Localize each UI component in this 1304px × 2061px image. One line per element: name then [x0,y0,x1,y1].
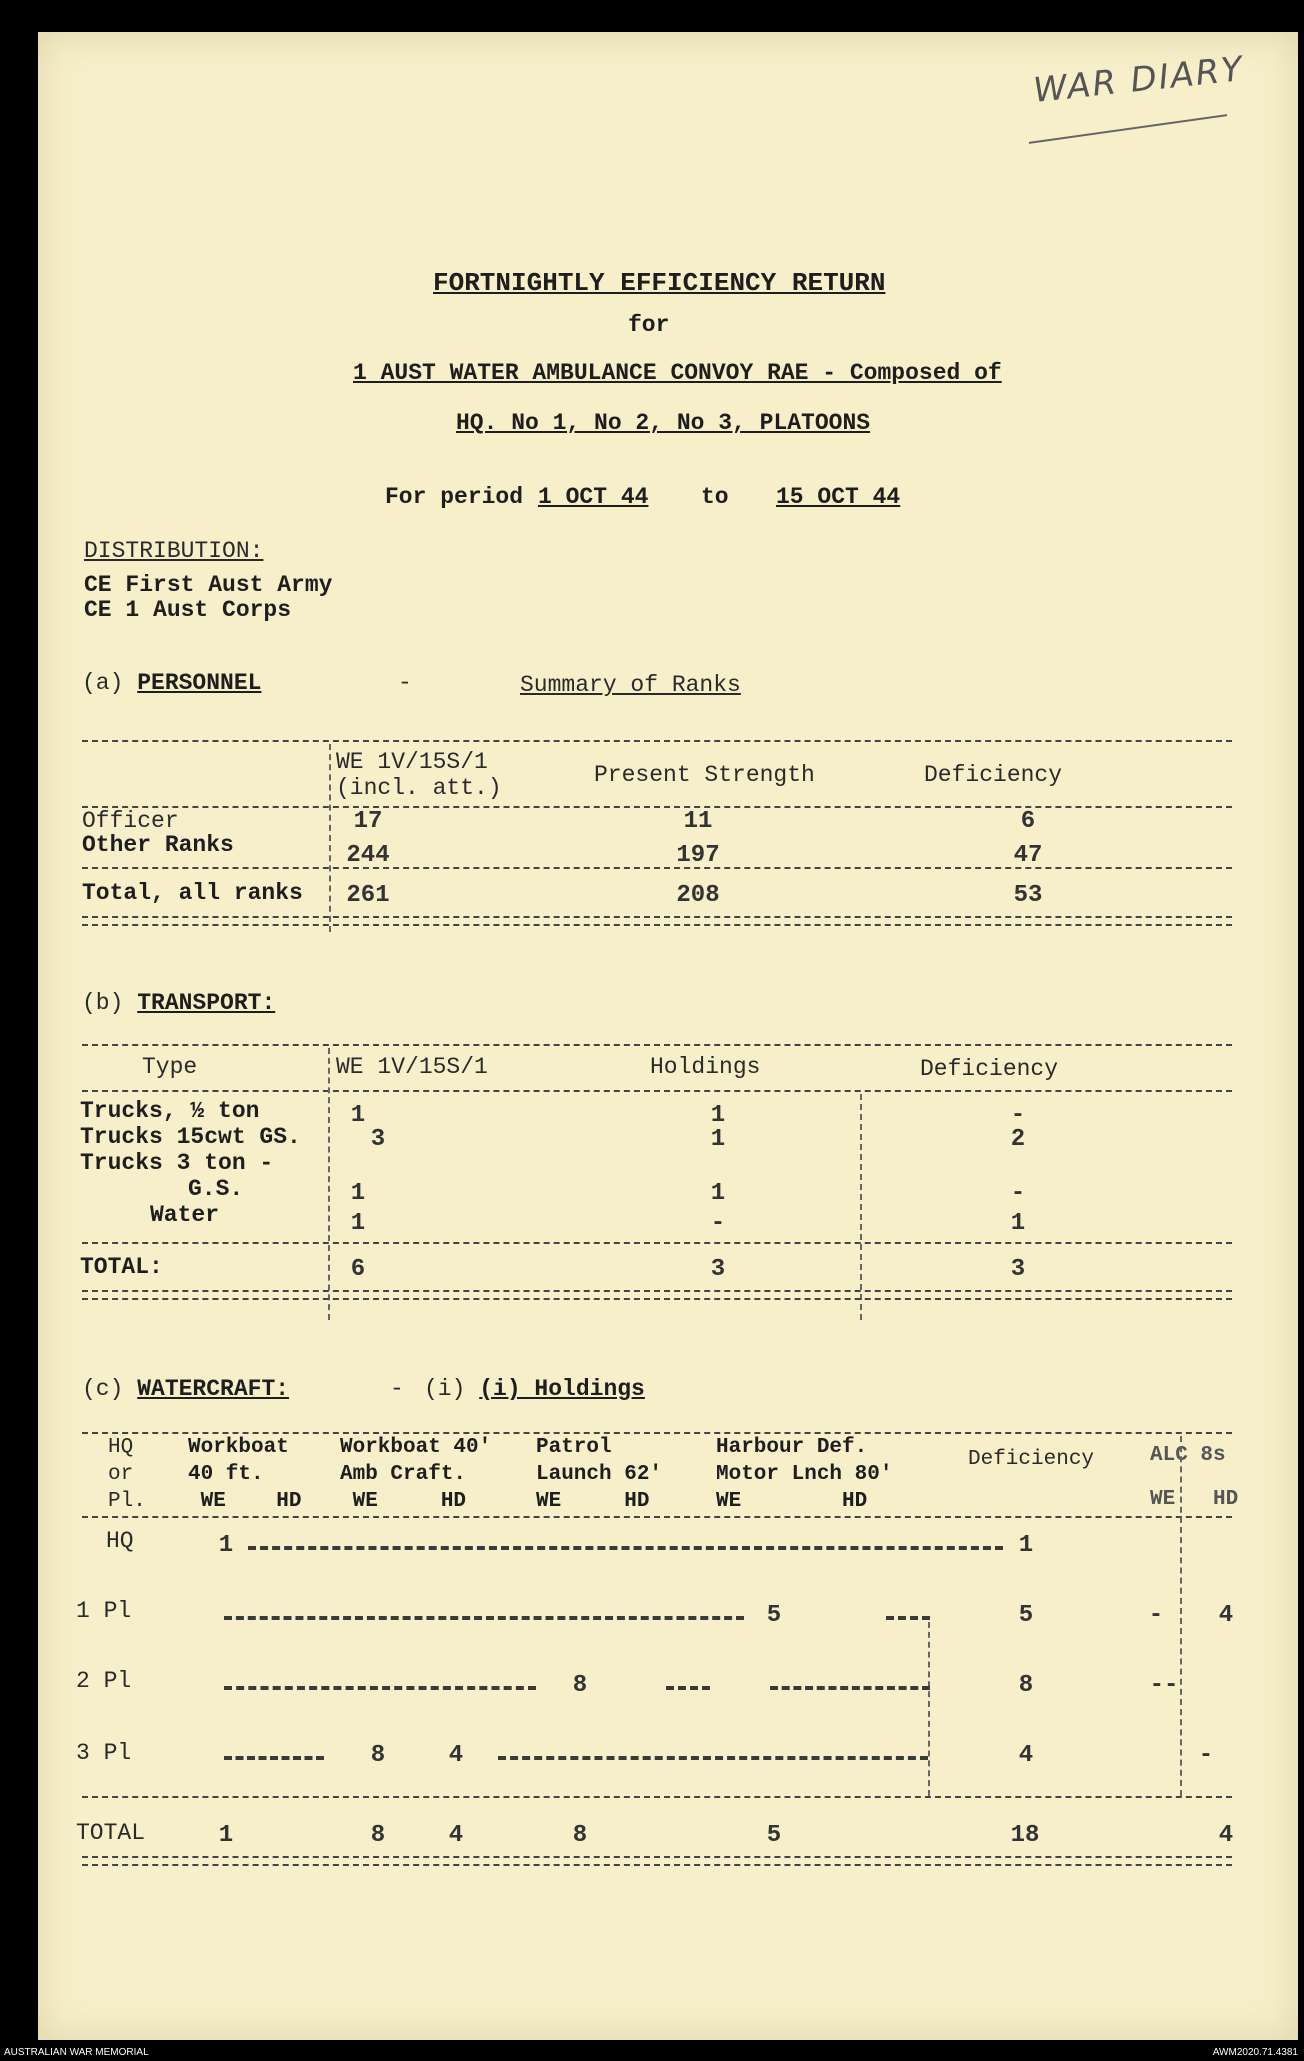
personnel-header-deficiency: Deficiency [924,762,1063,788]
personnel-header-present: Present Strength [594,762,815,788]
filler-dashes [770,1686,930,1690]
transport-label: TRANSPORT: [137,990,276,1016]
personnel-value: 6 [1020,808,1036,835]
watercraft-dash: - [390,1376,404,1402]
transport-total-value: 3 [710,1256,726,1283]
transport-total-value: 3 [1010,1256,1026,1283]
filler-dashes [224,1686,536,1690]
personnel-section-heading: (a) PERSONNEL [82,670,262,696]
transport-value: 1 [350,1180,366,1207]
transport-value: 1 [710,1126,726,1153]
transport-row-label: Water [150,1202,220,1228]
double-rule [82,916,1232,926]
personnel-value: 17 [353,808,383,835]
watercraft-value: 1 [218,1532,234,1559]
handwritten-war-diary: WAR DIARY [1031,49,1246,111]
transport-value: - [1010,1180,1026,1207]
rule [82,1516,1232,1518]
filler-dashes [666,1686,710,1690]
watercraft-label: WATERCRAFT: [137,1376,290,1402]
watercraft-section-heading: (c) WATERCRAFT: [82,1376,290,1402]
transport-total-label: TOTAL: [80,1254,163,1280]
transport-header-we: WE 1V/15S/1 [336,1054,488,1080]
filler-dashes [224,1616,744,1620]
distribution-line: CE 1 Aust Corps [84,597,292,623]
rule [82,806,1232,808]
column-rule [860,1094,862,1320]
column-rule [1180,1436,1182,1796]
rule [82,1044,1232,1046]
watercraft-total-value: 18 [1010,1822,1040,1849]
transport-header-type: Type [142,1054,198,1080]
personnel-value: 197 [676,842,720,869]
distribution-line: CE First Aust Army [84,572,333,598]
personnel-value: 47 [1013,842,1043,869]
document-title: FORTNIGHTLY EFFICIENCY RETURN [433,268,886,298]
watercraft-row-label: 2 Pl [76,1668,132,1694]
distribution-label: DISTRIBUTION: [84,538,264,564]
filler-dashes [498,1756,928,1760]
transport-row-label: Trucks 15cwt GS. [80,1124,301,1150]
transport-value: 1 [350,1102,366,1129]
personnel-value: 208 [676,882,720,909]
watercraft-value: 1 [1018,1532,1034,1559]
transport-value: 1 [710,1180,726,1207]
period-label: For period [385,484,524,510]
filler-dashes [248,1546,1003,1550]
holdings-label: (i) Holdings [479,1376,645,1402]
column-rule [329,744,331,932]
watercraft-total-value: 8 [572,1822,588,1849]
watercraft-subsection: (i) (i) Holdings [424,1376,645,1402]
rule [82,1242,1232,1244]
watercraft-row-label: 3 Pl [76,1740,132,1766]
footer [0,2046,1304,2061]
watercraft-value: 8 [572,1672,588,1699]
transport-value: 1 [1010,1210,1026,1237]
transport-row-label: G.S. [188,1176,244,1202]
personnel-value: 53 [1013,882,1043,909]
header-for: for [628,312,670,338]
watercraft-value: - [1148,1602,1164,1629]
transport-value: 1 [710,1102,726,1129]
watercraft-total-value: 1 [218,1822,234,1849]
personnel-dash: - [398,670,412,696]
watercraft-total-value: 4 [1218,1822,1234,1849]
filler-dashes [886,1616,930,1620]
rule [82,1090,1232,1092]
handwritten-underline [1029,114,1227,144]
document-page [38,32,1298,2040]
footer-right: AWM2020.71.4381 [1212,2047,1298,2058]
watercraft-header-patrol: Patrol Launch 62' WE HD [536,1436,663,1513]
watercraft-header-harbour: Harbour Def. Motor Lnch 80' WE HD [716,1436,893,1513]
transport-value: - [710,1210,726,1237]
transport-row-label: Trucks 3 ton - [80,1150,274,1176]
watercraft-header-amb-craft: Workboat 40' Amb Craft. WE HD [340,1436,492,1513]
watercraft-value: 8 [1018,1672,1034,1699]
watercraft-total-value: 5 [766,1822,782,1849]
watercraft-header-deficiency: Deficiency [968,1448,1095,1471]
personnel-header-we: WE 1V/15S/1 (incl. att.) [336,749,502,801]
personnel-value: 244 [346,842,390,869]
watercraft-value: 4 [1218,1602,1234,1629]
filler-dashes [224,1756,324,1760]
period-to: 15 OCT 44 [776,484,901,510]
personnel-value: 11 [683,808,713,835]
transport-row-label: Trucks, ½ ton [80,1098,260,1124]
personnel-subtitle: Summary of Ranks [520,672,741,698]
watercraft-value: 5 [1018,1602,1034,1629]
transport-value: 2 [1010,1126,1026,1153]
column-rule [328,1048,330,1320]
period-from: 1 OCT 44 [538,484,649,510]
transport-header-holdings: Holdings [650,1054,761,1080]
watercraft-row-label: HQ [106,1528,134,1554]
transport-section-heading: (b) TRANSPORT: [82,990,276,1016]
transport-value: 3 [370,1126,386,1153]
watercraft-header-alc: ALC 8s WE HD [1150,1444,1239,1511]
watercraft-value: -- [1149,1672,1179,1699]
transport-total-value: 6 [350,1256,366,1283]
rule [82,867,1232,869]
transport-value: - [1010,1102,1026,1129]
platoons-line: HQ. No 1, No 2, No 3, PLATOONS [456,410,871,436]
watercraft-header-workboat: Workboat 40 ft. WE HD [188,1436,302,1513]
rule [82,740,1232,742]
watercraft-value: - [1198,1742,1214,1769]
watercraft-total-label: TOTAL [76,1820,146,1846]
watercraft-total-value: 8 [370,1822,386,1849]
watercraft-value: 5 [766,1602,782,1629]
double-rule [82,1290,1232,1300]
personnel-row-label: Other Ranks [82,832,234,858]
double-rule [82,1856,1232,1866]
watercraft-row-label: 1 Pl [76,1598,132,1624]
watercraft-value: 8 [370,1742,386,1769]
watercraft-total-value: 4 [448,1822,464,1849]
transport-value: 1 [350,1210,366,1237]
column-rule [928,1622,930,1796]
watercraft-header-unit: HQ or Pl. [108,1436,146,1513]
personnel-label: PERSONNEL [137,670,262,696]
watercraft-value: 4 [1018,1742,1034,1769]
period-to-label: to [701,484,729,510]
personnel-row-label: Officer [82,808,179,834]
rule [82,1796,1232,1798]
personnel-row-label: Total, all ranks [82,880,303,906]
unit-line: 1 AUST WATER AMBULANCE CONVOY RAE - Composed of [353,360,1002,386]
footer-left: AUSTRALIAN WAR MEMORIAL [4,2047,149,2058]
personnel-value: 261 [346,882,390,909]
transport-header-deficiency: Deficiency [920,1056,1059,1082]
watercraft-value: 4 [448,1742,464,1769]
